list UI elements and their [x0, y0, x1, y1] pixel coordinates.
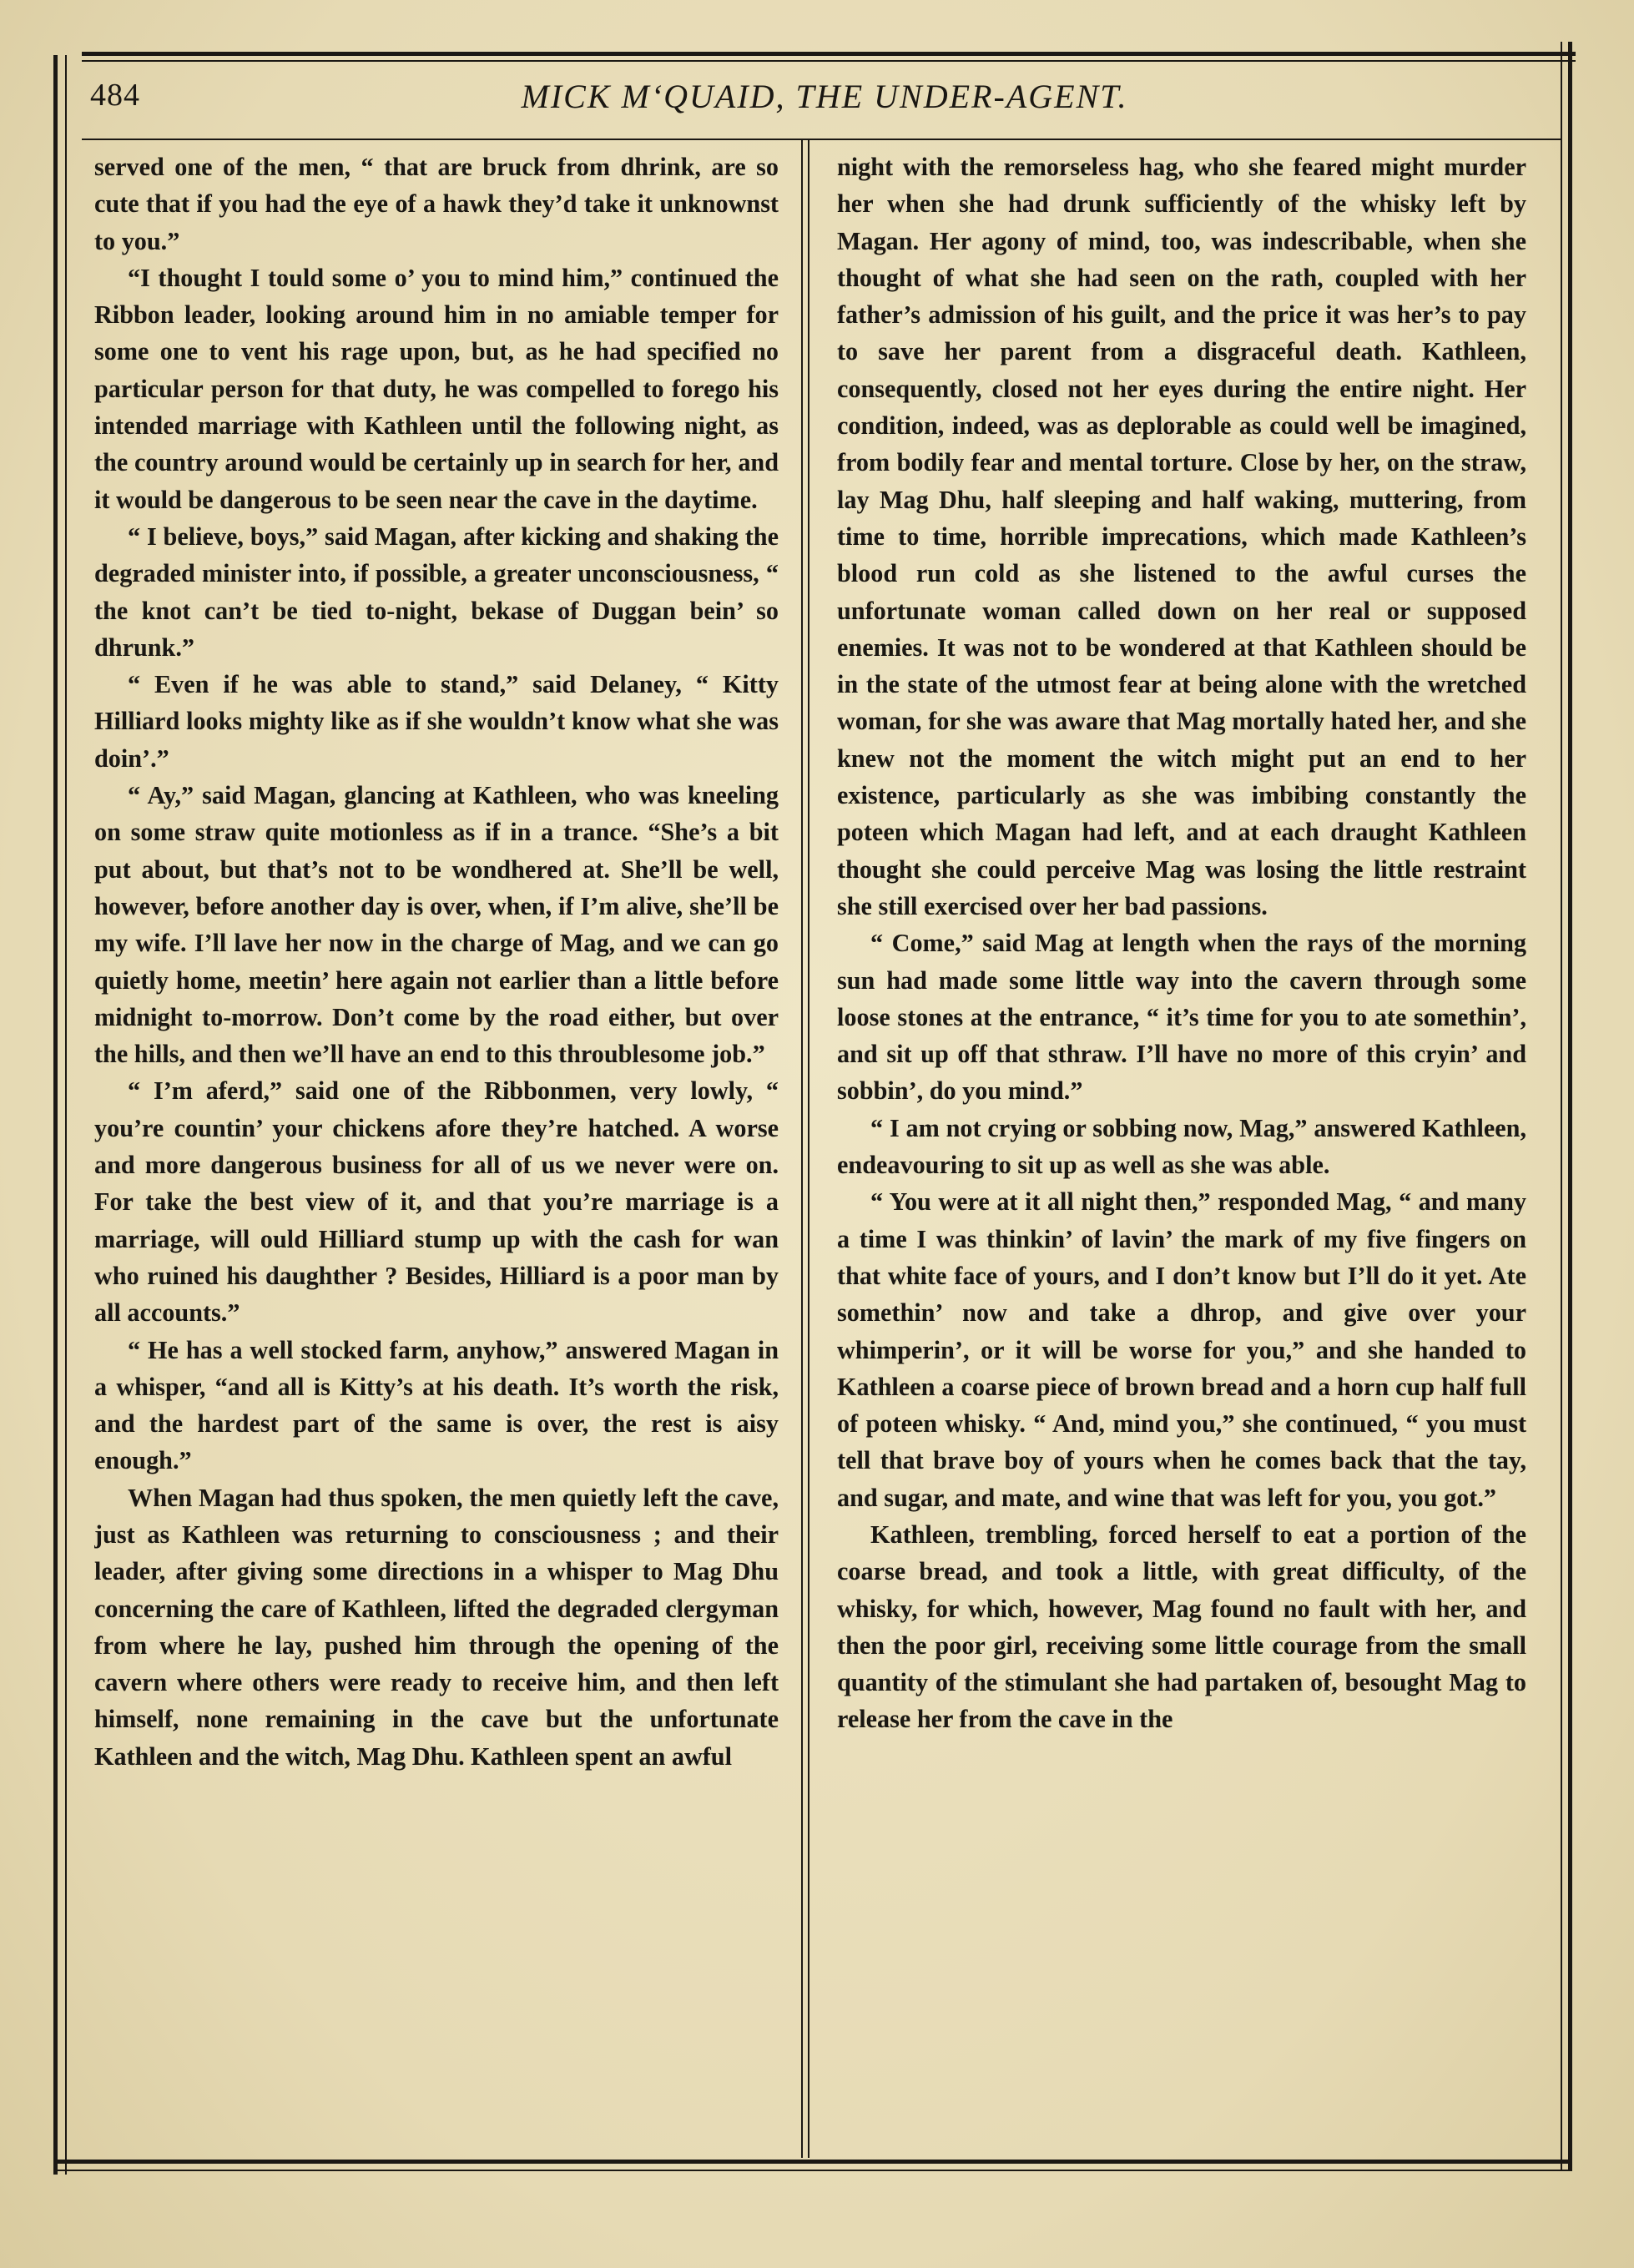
header-rule [82, 139, 1561, 140]
left-paragraph-5: “ Ay,” said Magan, glancing at Kathleen, who was kneeling on some straw quite motionless as if in a trance. “She’s a bit put about, but that’s not to be wondhered at. She’ll be well, however, before another day is over, when, if I’m alive, she’ll be my wife. I’ll lave her now in the charge of Mag, and we can go quietly home, meetin’ here again not earlier than a little before midnight to-morrow. Don’t come by the road either, but over the hills, and then we’ll have an end to this throublesome job.” [94, 781, 779, 1069]
column-divider-left [801, 140, 803, 2158]
right-paragraph-5: Kathleen, trembling, forced herself to eat a portion of the coarse bread, and took a little, with great difficulty, of the whisky, for which, however, Mag found no fault with her, and then the poor girl, receiving some little courage from the small quantity of the stimulant she had partaken of, besought Mag to release her from the cave in the [837, 1520, 1526, 1734]
right-column [837, 149, 1526, 2109]
left-paragraph-1: served one of the men, “ that are bruck from dhrink, are so cute that if you had the eye of a hawk they’d take it unknownst to you.” [94, 153, 779, 255]
left-paragraph-6: “ I’m aferd,” said one of the Ribbonmen, very lowly, “ you’re countin’ your chickens afore they’re hatched. A worse and more dangerous business for all of us we never were on. For take the best view of it, and that you’re marriage is a marriage, will ould Hilliard stump up with the cash for wan who ruined his daughther ? Besides, Hilliard is a poor man by all accounts.” [94, 1076, 779, 1328]
right-paragraph-3: “ I am not crying or sobbing now, Mag,” answered Kathleen, endeavouring to sit up as well as she was able. [837, 1113, 1526, 1180]
bottom-rule-thin [53, 2170, 1572, 2171]
left-paragraph-3: “ I believe, boys,” said Magan, after kicking and shaking the degraded minister into, if possible, a greater unconsciousness, “ the knot can’t be tied to-night, bekase of Duggan bein’ so dhrunk.” [94, 522, 779, 662]
right-border-thin [1561, 42, 1562, 2170]
right-paragraph-4: “ You were at it all night then,” responded Mag, “ and many a time I was thinkin’ of lavin’ the mark of my five fingers on that white face of yours, and I don’t know but I’ll do it yet. Ate somethin’ now and take a dhrop, and give over your whimperin’, or it will be worse for you,” and she handed to Kathleen a coarse piece of brown bread and a horn cup half full of poteen whisky. “ And, mind you,” she continued, “ you must tell that brave boy of yours when he comes back that the tay, and sugar, and mate, and wine that was left for you, you got.” [837, 1187, 1526, 1512]
column-divider-right [808, 140, 809, 2158]
running-title: MICK M‘QUAID, THE UNDER-AGENT. [521, 78, 1128, 115]
top-rule-thin [82, 60, 1576, 62]
left-paragraph-7: “ He has a well stocked farm, anyhow,” answered Magan in a whisper, “and all is Kitty’s at his death. It’s worth the risk, and the hardest part of the same is over, the rest is aisy enough.” [94, 1335, 779, 1475]
left-border-thin [65, 55, 67, 2175]
left-column [94, 149, 779, 2109]
page-number: 484 [90, 78, 140, 113]
left-paragraph-8: When Magan had thus spoken, the men quietly left the cave, just as Kathleen was returning to consciousness ; and their leader, after giving some directions in a whisper to Mag Dhu concerning the care of Kathleen, lifted the degraded clergyman from where he lay, pushed him through the opening of the cavern where others were ready to receive him, and then left himself, none remaining in the cave but the unfortunate Kathleen and the witch, Mag Dhu. Kathleen spent an awful [94, 1483, 779, 1771]
right-paragraph-1: night with the remorseless hag, who she feared might murder her when she had drunk sufficiently of the whisky left by Magan. Her agony of mind, too, was indescribable, when she thought of what she had seen on the rath, coupled with her father’s admission of his guilt, and the price it was her’s to pay to save her parent from a disgraceful death. Kathleen, consequently, closed not her eyes during the entire night. Her condition, indeed, was as deplorable as could well be imagined, from bodily fear and mental torture. Close by her, on the straw, lay Mag Dhu, half sleeping and half waking, muttering, from time to time, horrible imprecations, which made Kathleen’s blood run cold as she listened to the awful curses the unfortunate woman called down on her real or supposed enemies. It was not to be wondered at that Kathleen should be in the state of the utmost fear at being alone with the wretched woman, for she was aware that Mag mortally hated her, and she knew not the moment the witch might put an end to her existence, particularly as she was imbibing constantly the poteen which Magan had left, and at each draught Kathleen thought she could perceive Mag was losing the little restraint she still exercised over her bad passions. [837, 153, 1526, 920]
bottom-rule-thick [53, 2160, 1572, 2164]
right-border-thick [1568, 42, 1572, 2170]
right-paragraph-2: “ Come,” said Mag at length when the rays of the morning sun had made some little way into the cavern through some loose stones at the entrance, “ it’s time for you to ate somethin’, and sit up off that sthraw. I’ll have no more of this cryin’ and sobbin’, do you mind.” [837, 929, 1526, 1106]
left-paragraph-2: “I thought I tould some o’ you to mind him,” continued the Ribbon leader, looking around him in no amiable temper for some one to vent his rage upon, but, as he had specified no particular person for that duty, he was compelled to forego his intended marriage with Kathleen until the following night, as the country around would be certainly up in search for her, and it would be dangerous to be seen near the cave in the daytime. [94, 263, 779, 514]
page-header [90, 77, 1559, 127]
top-rule-thick [82, 52, 1576, 56]
left-paragraph-4: “ Even if he was able to stand,” said Delaney, “ Kitty Hilliard looks mighty like as if she wouldn’t know what she was doin’.” [94, 670, 779, 773]
left-border-thick [53, 55, 58, 2175]
